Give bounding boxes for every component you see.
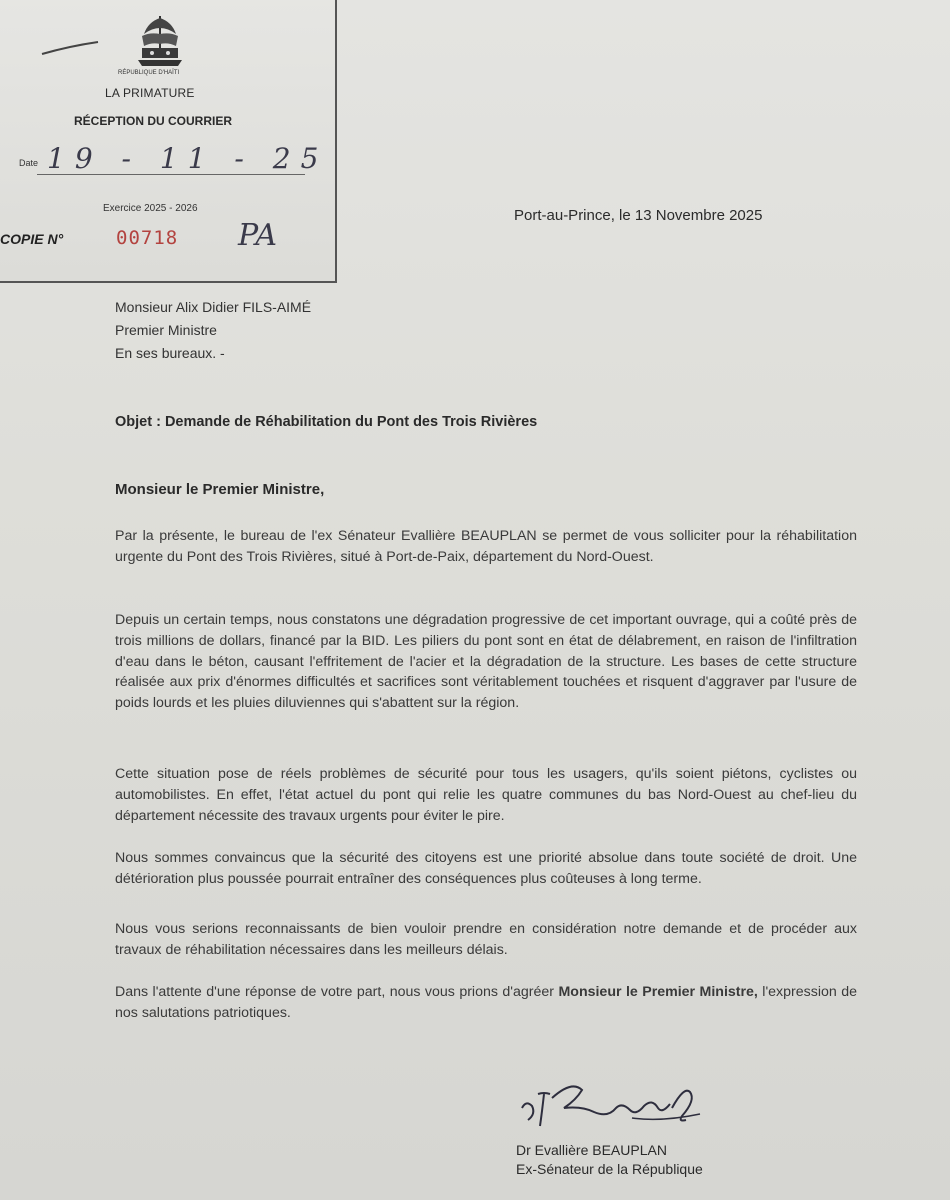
stamp-date-handwritten: 19 - 11 - 25 <box>47 142 329 175</box>
letter-salutation: Monsieur le Premier Ministre, <box>115 481 325 498</box>
emblem-caption: RÉPUBLIQUE D'HAÏTI <box>118 70 180 76</box>
closing-text-bold: Monsieur le Premier Ministre, <box>558 984 758 1000</box>
recipient-title: Premier Ministre <box>115 322 217 338</box>
recipient-block <box>115 296 311 365</box>
reception-stamp <box>0 0 337 283</box>
stamp-initials-handwritten: PA <box>238 218 278 253</box>
stamp-copy-number: 00718 <box>116 227 179 249</box>
recipient-name: Monsieur Alix Didier FILS-AIMÉ <box>115 299 312 315</box>
place-and-date: Port-au-Prince, le 13 Novembre 2025 <box>514 207 763 224</box>
signer-name: Dr Evallière BEAUPLAN <box>516 1142 667 1158</box>
coat-of-arms-icon <box>130 12 190 70</box>
closing-text-start: Dans l'attente d'une réponse de votre part, nous vous prions d'agréer <box>115 984 559 1000</box>
stamp-institution: LA PRIMATURE <box>105 86 195 100</box>
closing-paragraph <box>115 982 857 1024</box>
body-paragraph: Cette situation pose de réels problèmes de sécurité pour tous les usagers, qu'ils soient piétons, cyclistes ou automobilistes. En effet, l'état actuel du pont qui relie les quatre communes du bas Nord-Ouest au chef-lieu du département nécessite des travaux urgents pour éviter le pire. <box>115 766 857 824</box>
recipient-address: En ses bureaux. - <box>115 345 225 361</box>
body-paragraph: Nous vous serions reconnaissants de bien vouloir prendre en considération notre demande et de procéder aux travaux de réhabilitation nécessaires dans les meilleurs délais. <box>115 921 857 958</box>
letter-subject: Objet : Demande de Réhabilitation du Pont des Trois Rivières <box>115 414 538 430</box>
body-paragraph: Par la présente, le bureau de l'ex Sénateur Evallière BEAUPLAN se permet de vous solliciter pour la réhabilitation urgente du Pont des Trois Rivières, situé à Port-de-Paix, département du Nord-Ouest. <box>115 528 857 565</box>
handwritten-signature <box>512 1078 712 1140</box>
stamp-exercise: Exercice 2025 - 2026 <box>103 203 198 214</box>
closing-text-end: l'expression de nos salutations patriotiques. <box>115 984 857 1021</box>
stamp-copy-label: COPIE N° <box>0 231 64 247</box>
body-paragraph: Nous sommes convaincus que la sécurité des citoyens est une priorité absolue dans toute société de droit. Une détérioration plus poussée pourrait entraîner des conséquences plus coûteuses à long terme. <box>115 850 857 887</box>
body-paragraph: Depuis un certain temps, nous constatons une dégradation progressive de cet important ouvrage, qui a coûté près de trois millions de dollars, financé par la BID. Les piliers du pont sont en état de délabrement, en raison de l'infiltration d'eau dans le béton, causant l'effritement de l'acier et la dégradation de la structure. Les bases de cette structure réalisée aux prix d'énormes difficultés et sacrifices sont véritablement touchées et risquent d'aggraver par l'usure de poids lourds et les pluies diluviennes qui s'abattent sur la région. <box>115 612 857 712</box>
stamp-department: RÉCEPTION DU COURRIER <box>74 114 233 128</box>
signer-title: Ex-Sénateur de la République <box>516 1161 703 1177</box>
pen-stroke-mark <box>40 40 100 60</box>
stamp-date-label: Date <box>19 158 39 168</box>
